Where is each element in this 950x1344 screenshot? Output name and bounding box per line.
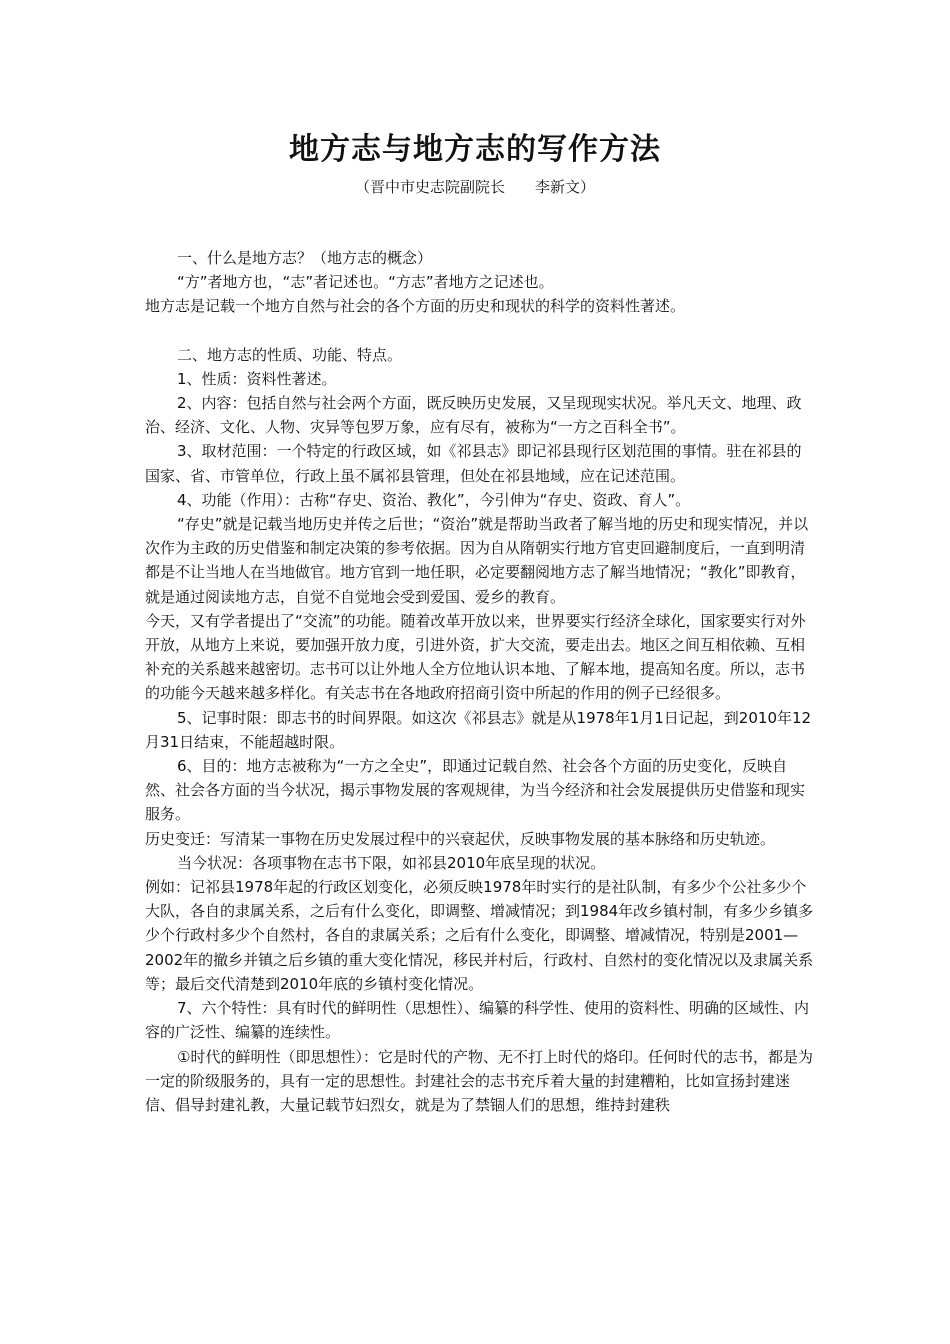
paragraph: ①时代的鲜明性（即思想性）：它是时代的产物、无不打上时代的烙印。任何时代的志书，都是为一定的阶级服务的，具有一定的思想性。封建社会的志书充斥着大量的封建糟粕，比如宣扬封建迷信、倡导封建礼教，大量记载节妇烈女，就是为了禁锢人们的思想，维持封建秩 bbox=[145, 1047, 813, 1114]
paragraph: “方”者地方也，“志”者记述也。“方志”者地方之记述也。 bbox=[177, 273, 554, 292]
paragraph: 3、取材范围：一个特定的行政区域，如《祁县志》即记祁县现行区划范围的事情。驻在祁县的国家、省、市管单位，行政上虽不属祁县管理，但处在祁县地域，应在记述范围。 bbox=[145, 442, 802, 485]
paragraph: 7、六个特性：具有时代的鲜明性（思想性）、编纂的科学性、使用的资料性、明确的区域性、内容的广泛性、编纂的连续性。 bbox=[145, 999, 810, 1042]
paragraph: 例如：记祁县1978年起的行政区划变化，必须反映1978年时实行的是社队制，有多少个公社多少个大队，各自的隶属关系，之后有什么变化，即调整、增减情况；到1984年改乡镇村制，有多少乡镇多少个行政村多少个自然村，各自的隶属关系；之后有什么变化，即调整、增减情况，特别是2001—2002年的撤乡并镇之后乡镇的重大变化情况，移民并村后，行政村、自然村的变化情况以及隶属关系等；最后交代清楚到2010年底的乡镇村变化情况。 bbox=[145, 878, 814, 993]
paragraph: 地方志是记载一个地方自然与社会的各个方面的历史和现状的科学的资料性著述。 bbox=[145, 297, 686, 316]
paragraph: “存史”就是记载当地历史并传之后世；“资治”就是帮助当政者了解当地的历史和现实情况，并以次作为主政的历史借鉴和制定决策的参考依据。因为自从隋朝实行地方官吏回避制度后，一直到明清都是不让当地人在当地做官。地方官到一地任职，必定要翻阅地方志了解当地情况；“教化”即教育，就是通过阅读地方志，自觉不自觉地会受到爱国、爱乡的教育。 bbox=[145, 515, 809, 606]
paragraph: 6、目的：地方志被称为“一方之全史”，即通过记载自然、社会各个方面的历史变化，反映自然、社会各方面的当今状况，揭示事物发展的客观规律，为当今经济和社会发展提供历史借鉴和现实服务。 bbox=[145, 757, 806, 824]
paragraph: 当今状况：各项事物在志书下限，如祁县2010年底呈现的状况。 bbox=[177, 853, 606, 872]
section-heading-2: 二、地方志的性质、功能、特点。 bbox=[177, 345, 403, 364]
paragraph: 历史变迁：写清某一事物在历史发展过程中的兴衰起伏，反映事物发展的基本脉络和历史轨迹。 bbox=[145, 829, 776, 848]
paragraph: 今天，又有学者提出了“交流”的功能。随着改革开放以来，世界要实行经济全球化，国家要实行对外开放，从地方上来说，要加强开放力度，引进外资，扩大交流，要走出去。地区之间互相依赖、互相补充的关系越来越密切。志书可以让外地人全方位地认识本地、了解本地，提高知名度。所以，志书的功能今天越来越多样化。有关志书在各地政府招商引资中所起的作用的例子已经很多。 bbox=[145, 611, 806, 703]
section-heading-1: 一、什么是地方志？（地方志的概念） bbox=[177, 249, 433, 267]
document-title: 地方志与地方志的写作方法 bbox=[289, 132, 661, 167]
spacer bbox=[145, 319, 815, 343]
document-subtitle: （晋中市史志院副院长 李新文） bbox=[354, 178, 595, 196]
paragraph: 2、内容：包括自然与社会两个方面，既反映历史发展，又呈现现实状况。举凡天文、地理、政治、经济、文化、人物、灾异等包罗万象，应有尽有，被称为“一方之百科全书”。 bbox=[145, 394, 802, 437]
paragraph: 5、记事时限：即志书的时间界限。如这次《祁县志》就是从1978年1月1日记起，到2010年12月31日结束，不能超越时限。 bbox=[145, 708, 812, 751]
paragraph: 1、性质：资料性著述。 bbox=[177, 369, 337, 388]
paragraph: 4、功能（作用）：古称“存史、资治、教化”，今引伸为“存史、资政、育人”。 bbox=[177, 490, 691, 509]
document-body bbox=[145, 246, 815, 1117]
